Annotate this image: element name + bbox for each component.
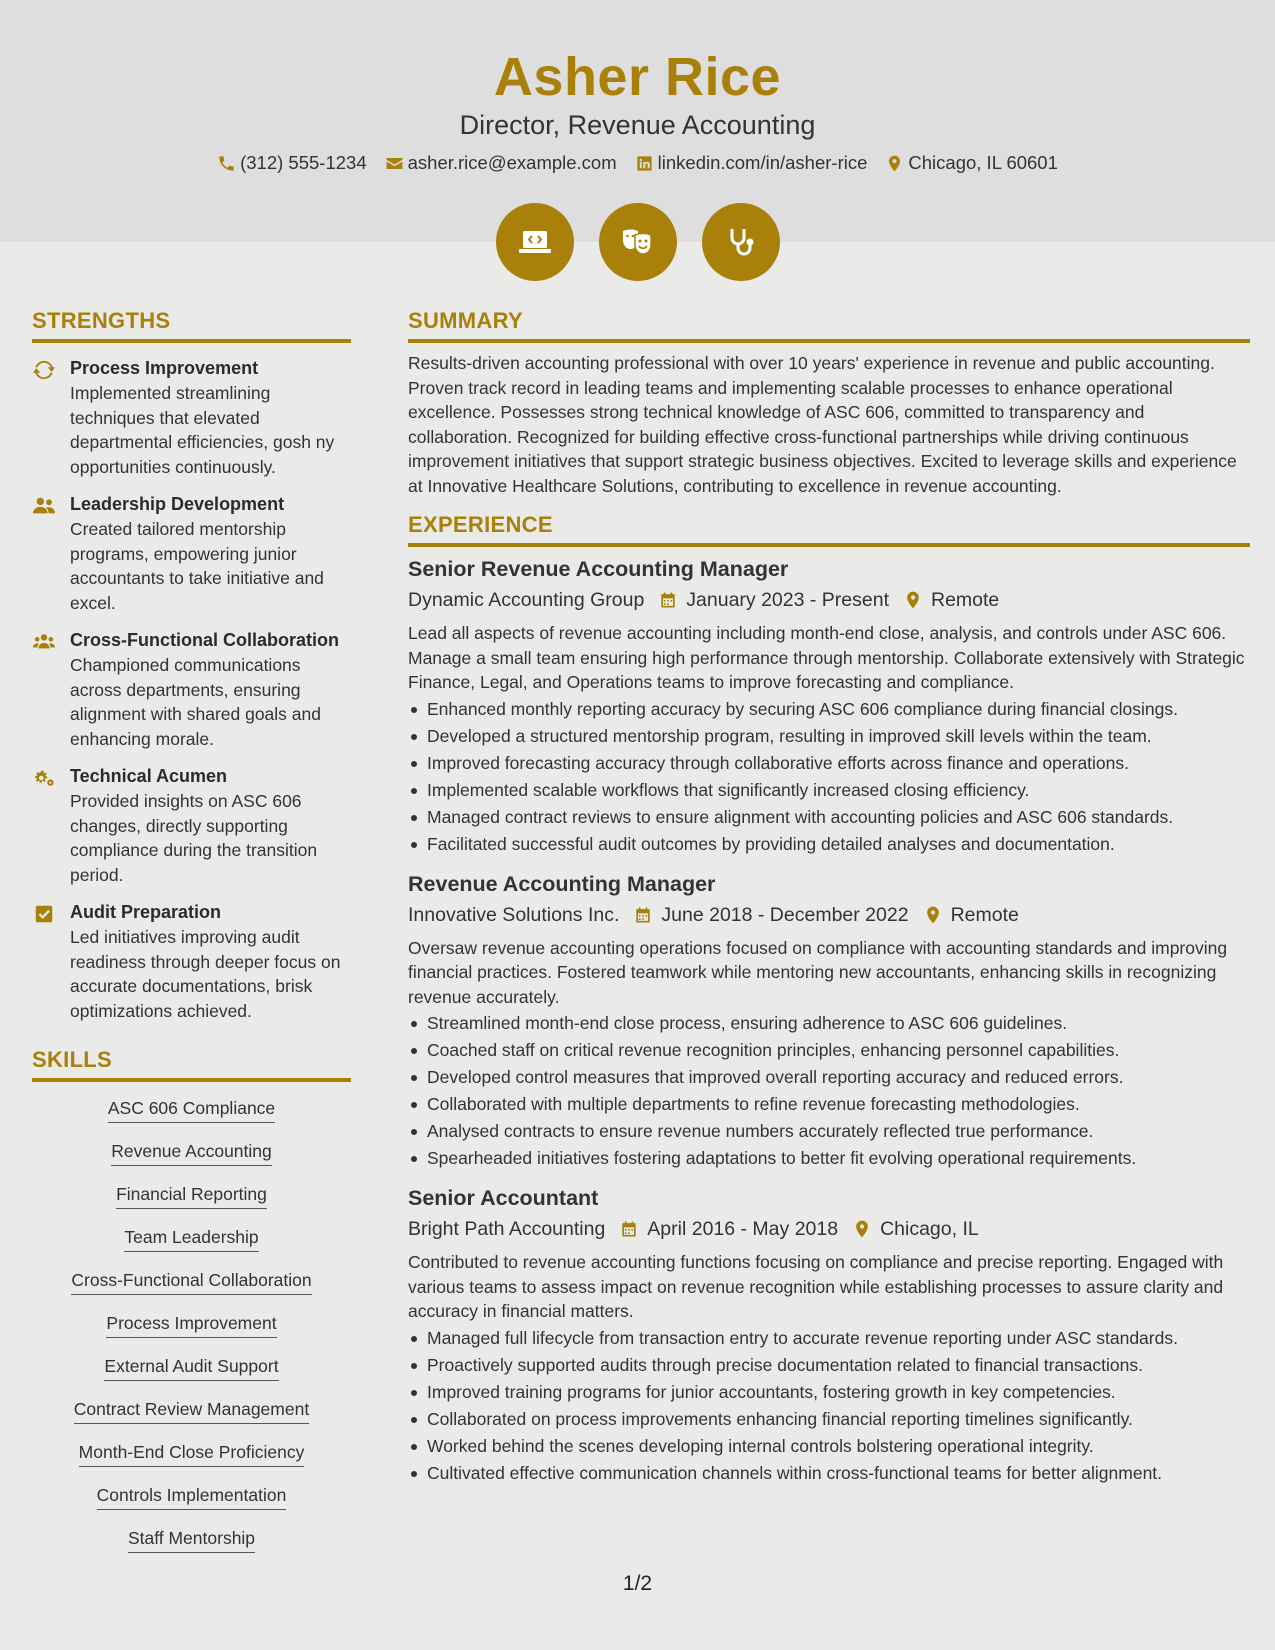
experience-heading: EXPERIENCE [408,512,1250,547]
bullet-item: Enhanced monthly reporting accuracy by securing ASC 606 compliance during financial closings. [408,696,1250,723]
stethoscope-icon [721,222,761,262]
bullet-item: Implemented scalable workflows that significantly increased closing efficiency. [408,777,1250,804]
user-friends-icon [32,495,56,517]
skill-item: Revenue Accounting [111,1141,272,1166]
strength-item [32,901,351,1023]
email-icon [385,154,404,173]
strength-desc: Implemented streamlining techniques that elevated departmental efficiencies, gosh ny opportunities continuously. [70,383,335,477]
location-icon [903,590,923,610]
strength-desc: Championed communications across departments, ensuring alignment with shared goals and enhancing morale. [70,655,321,749]
job-dates: June 2018 - December 2022 [661,903,909,926]
calendar-icon [633,905,653,925]
strength-item [32,765,351,887]
job-entry [408,870,1250,1173]
candidate-name: Asher Rice [493,47,782,107]
location-icon [885,154,904,173]
contact-email[interactable] [385,152,617,174]
bullet-item: Managed full lifecycle from transaction entry to accurate revenue reporting under ASC standards. [408,1325,1250,1352]
job-dates: January 2023 - Present [686,589,889,611]
strength-title: Process Improvement [70,358,259,378]
strength-desc: Created tailored mentorship programs, empowering junior accountants to take initiative and excel. [70,519,324,613]
strength-title: Leadership Development [70,494,285,514]
job-entry [408,555,1250,858]
job-meta [408,587,1250,613]
bullet-item: Proactively supported audits through precise documentation related to financial transactions. [408,1352,1250,1379]
page-number: 1/2 [622,1572,653,1595]
phone-icon [217,154,236,173]
job-bullets [408,1325,1250,1487]
location-icon [852,1219,872,1239]
contact-linkedin[interactable] [635,152,868,174]
job-description: Contributed to revenue accounting functions focusing on compliance and precise reporting. Engaged with various teams to assess impact on revenue recognition while establishing processes to assure clarity and accuracy in financial matters. [408,1252,1224,1321]
candidate-title: Director, Revenue Accounting [459,110,816,140]
job-meta [408,1216,1250,1242]
calendar-icon [619,1219,639,1239]
job-company: Dynamic Accounting Group [408,589,645,611]
left-column [32,308,351,1571]
job-entry [408,1184,1250,1487]
bullet-item: Improved forecasting accuracy through collaborative efforts across finance and operations. [408,750,1250,777]
job-company: Innovative Solutions Inc. [408,903,620,926]
skill-item: Team Leadership [124,1227,258,1252]
skill-item: Contract Review Management [74,1399,309,1424]
strength-title: Cross-Functional Collaboration [70,630,340,650]
strength-item [32,629,351,751]
job-bullets [408,696,1250,858]
job-bullets [408,1010,1250,1172]
bullet-item: Collaborated with multiple departments to refine revenue forecasting methodologies. [408,1091,1250,1118]
bullet-item: Worked behind the scenes developing internal controls bolstering operational integrity. [408,1433,1250,1460]
skill-item: ASC 606 Compliance [108,1098,275,1123]
job-location: Remote [931,589,1000,611]
linkedin-icon [635,154,654,173]
job-title: Senior Revenue Accounting Manager [408,557,789,581]
bullet-item: Cultivated effective communication channels within cross-functional teams for better alignment. [408,1460,1250,1487]
bullet-item: Improved training programs for junior accountants, fostering growth in key competencies. [408,1379,1250,1406]
bullet-item: Managed contract reviews to ensure alignment with accounting policies and ASC 606 standards. [408,804,1250,831]
contact-location-text: Chicago, IL 60601 [908,152,1058,173]
job-dates: April 2016 - May 2018 [647,1218,839,1240]
cogs-icon [32,767,56,789]
strength-desc: Provided insights on ASC 606 changes, directly supporting compliance during the transition period. [70,791,318,885]
job-description: Oversaw revenue accounting operations focused on compliance with accounting standards and improving financial practices. Fostered teamwork while mentoring new accountants, enhancing skills in recognizing revenue accurately. [408,937,1228,1007]
strength-item [32,493,351,615]
bullet-item: Collaborated on process improvements enhancing financial reporting timelines significantly. [408,1406,1250,1433]
contact-phone [217,152,367,174]
skill-item: Month-End Close Proficiency [79,1442,305,1467]
job-meta [408,902,1250,928]
skill-item: Financial Reporting [116,1184,267,1209]
skill-item: Staff Mentorship [128,1528,255,1553]
job-company: Bright Path Accounting [408,1218,606,1240]
strength-title: Audit Preparation [70,902,222,922]
skill-item: Cross-Functional Collaboration [71,1270,311,1295]
bullet-item: Facilitated successful audit outcomes by providing detailed analyses and documentation. [408,831,1250,858]
theater-masks-icon [618,222,658,262]
job-title: Revenue Accounting Manager [408,871,716,896]
users-icon [32,631,56,653]
summary-heading: SUMMARY [408,308,1250,343]
bullet-item: Developed a structured mentorship program, resulting in improved skill levels within the team. [408,723,1250,750]
contact-email-text[interactable]: asher.rice@example.com [407,152,617,173]
contact-location [885,152,1057,174]
strength-title: Technical Acumen [70,766,228,786]
contact-row [0,152,1275,174]
bullet-item: Streamlined month-end close process, ensuring adherence to ASC 606 guidelines. [408,1010,1250,1037]
strength-item [32,357,351,479]
skills-heading: SKILLS [32,1047,351,1082]
job-location: Chicago, IL [880,1218,979,1240]
location-icon [923,905,943,925]
strength-desc: Led initiatives improving audit readiness through deeper focus on accurate documentations, brisk optimizations achieved. [70,927,341,1021]
job-description: Lead all aspects of revenue accounting including month-end close, analysis, and controls under ASC 606. Manage a small team ensuring high performance through mentorship. Collaborate extensively with Strategic Finance, Legal, and Operations teams to improve forecasting and compliance. [408,623,1245,692]
laptop-code-icon [515,222,555,262]
summary-text: Results-driven accounting professional with over 10 years' experience in revenue and public accounting. Proven track record in leading teams and implementing scalable processes to enhance operational excellence. Possesses strong technical knowledge of ASC 606, committed to transparency and collaboration. Recognized for building effective cross-functional partnerships while driving continuous improvement initiatives that support strategic business objectives. Excited to leverage skills and experience at Innovative Healthcare Solutions, contributing to excellence in revenue accounting. [408,353,1237,496]
job-location: Remote [950,903,1019,926]
contact-phone-text: (312) 555-1234 [240,152,367,173]
contact-linkedin-text[interactable]: linkedin.com/in/asher-rice [657,152,868,173]
check-square-icon [32,903,56,925]
right-column [408,308,1250,1487]
skill-item: External Audit Support [104,1356,278,1381]
skill-item: Process Improvement [106,1313,276,1338]
sync-icon [32,359,56,381]
calendar-icon [658,590,678,610]
interest-badges [0,203,1275,281]
bullet-item: Coached staff on critical revenue recognition principles, enhancing personnel capabilities. [408,1037,1250,1064]
badge-masks [599,203,677,281]
badge-laptop [496,203,574,281]
skills-list [32,1098,351,1571]
strengths-heading: STRENGTHS [32,308,351,343]
bullet-item: Analysed contracts to ensure revenue numbers accurately reflected true performance. [408,1118,1250,1145]
badge-stethoscope [702,203,780,281]
job-title: Senior Accountant [408,1186,599,1210]
skill-item: Controls Implementation [97,1485,287,1510]
bullet-item: Developed control measures that improved overall reporting accuracy and reduced errors. [408,1064,1250,1091]
bullet-item: Spearheaded initiatives fostering adaptations to better fit evolving operational requirements. [408,1145,1250,1172]
